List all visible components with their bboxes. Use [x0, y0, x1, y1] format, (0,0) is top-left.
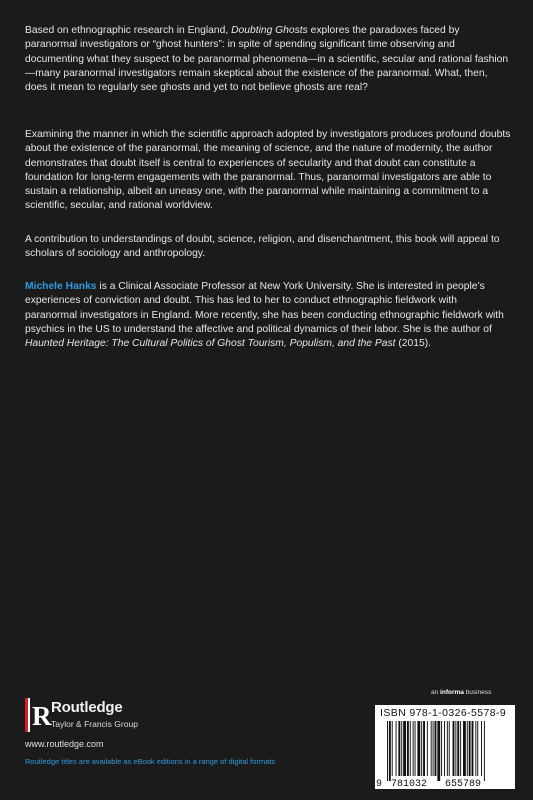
- barcode-bar: [447, 721, 448, 776]
- barcode-bar: [389, 721, 391, 781]
- barcode-bar: [481, 721, 482, 776]
- barcode-bar: [421, 721, 422, 776]
- barcode-digits-right: 655789: [445, 779, 482, 790]
- barcode-bar: [472, 721, 474, 776]
- barcode-bar: [427, 721, 428, 776]
- barcode-bar: [475, 721, 476, 776]
- barcode-bar: [453, 721, 455, 776]
- isbn-barcode: [375, 705, 515, 789]
- barcode-bar: [401, 721, 402, 776]
- barcode-bar: [431, 721, 432, 776]
- author-name: Michele Hanks: [25, 281, 97, 292]
- barcode-bar: [467, 721, 468, 776]
- barcode-bar: [441, 721, 442, 776]
- blurb-paragraph-3: A contribution to understandings of doubt, science, religion, and disenchantment, this book will appeal to scholars of sociology and anthropology.: [25, 234, 500, 260]
- author-bio: [25, 280, 511, 351]
- barcode-bar: [457, 721, 459, 776]
- publisher-group: Taylor & Francis Group: [51, 719, 138, 729]
- barcode-bar: [444, 721, 445, 776]
- blurb-text: explores the paradoxes faced by paranormal investigators or “ghost hunters”: in spite of spending significant time observing and documenting what they suspect to be paranormal phenomena—in a scientific, secular and rational fashion—many paranormal investigators remain skeptical about the existence of the paranormal. What, then, does it mean to regularly see ghosts and yet to not believe ghosts are real?: [25, 25, 509, 94]
- barcode-bar: [396, 721, 397, 776]
- blurb-paragraph-1: [25, 24, 511, 95]
- barcode-bar: [403, 721, 406, 776]
- barcode-bar: [417, 721, 420, 776]
- barcode-bar: [407, 721, 409, 776]
- barcode-digits-left: 781032: [391, 779, 428, 790]
- publisher-website[interactable]: www.routledge.com: [25, 739, 104, 749]
- barcode-bar: [413, 721, 414, 776]
- publisher-name: Routledge: [51, 699, 123, 716]
- author-bio-text: (2015).: [395, 338, 431, 350]
- blurb-paragraph-2: Examining the manner in which the scientific approach adopted by investigators produces profound doubts about the existence of the paranormal, the meaning of science, and the nature of modernity, the author demonstrates that doubt itself is central to experiences of secularity and that doubt can constitute a foundation for long-term engagements with the paranormal. Thus, paranormal investigators are able to sustain a relationship, albeit an uneasy one, with the paranormal while maintaining a commitment to a scientific, secular, and rational worldview.: [25, 129, 511, 212]
- barcode-bar: [449, 721, 450, 776]
- barcode-bar: [387, 721, 388, 781]
- isbn-label: ISBN 978-1-0326-5578-9: [380, 707, 507, 719]
- barcode-graphic: [375, 705, 515, 789]
- barcode-bar: [455, 721, 456, 776]
- barcode-bar: [398, 721, 400, 776]
- book-title-italic: Doubting Ghosts: [231, 25, 308, 36]
- barcode-bar: [435, 721, 437, 776]
- blurb-text: Based on ethnographic research in England,: [25, 25, 232, 36]
- barcode-bar: [410, 721, 411, 776]
- barcode-bar: [392, 721, 393, 776]
- barcode-bar: [460, 721, 461, 776]
- ebook-note: Routledge titles are available as eBook editions in a range of digital formats: [25, 757, 276, 766]
- author-bio-text: is a Clinical Associate Professor at New York University. She is interested in people’s experiences of conviction and doubt. This has led to her to conduct ethnographic fieldwork with paranormal investigators in England. More recently, she has been conducting ethnographic fieldwork with psychics in the US to understand the affective and political dynamics of their labor. She is the author of: [25, 281, 504, 335]
- routledge-logo-icon: [25, 698, 52, 732]
- barcode-bar: [415, 721, 416, 776]
- informa-tagline: an informa business: [431, 689, 492, 696]
- barcode-bar: [484, 721, 485, 781]
- barcode-bar: [477, 721, 478, 776]
- barcode-bar: [423, 721, 425, 776]
- prior-book-title: Haunted Heritage: The Cultural Politics of Ghost Tourism, Populism, and the Past: [25, 338, 396, 350]
- barcode-bar: [469, 721, 471, 776]
- publisher-block: [25, 696, 225, 736]
- barcode-digit-first: 9: [376, 779, 383, 790]
- barcode-bar: [437, 721, 440, 781]
- barcode-bar: [433, 721, 434, 776]
- svg-text:R: R: [32, 701, 52, 731]
- barcode-bar: [463, 721, 466, 776]
